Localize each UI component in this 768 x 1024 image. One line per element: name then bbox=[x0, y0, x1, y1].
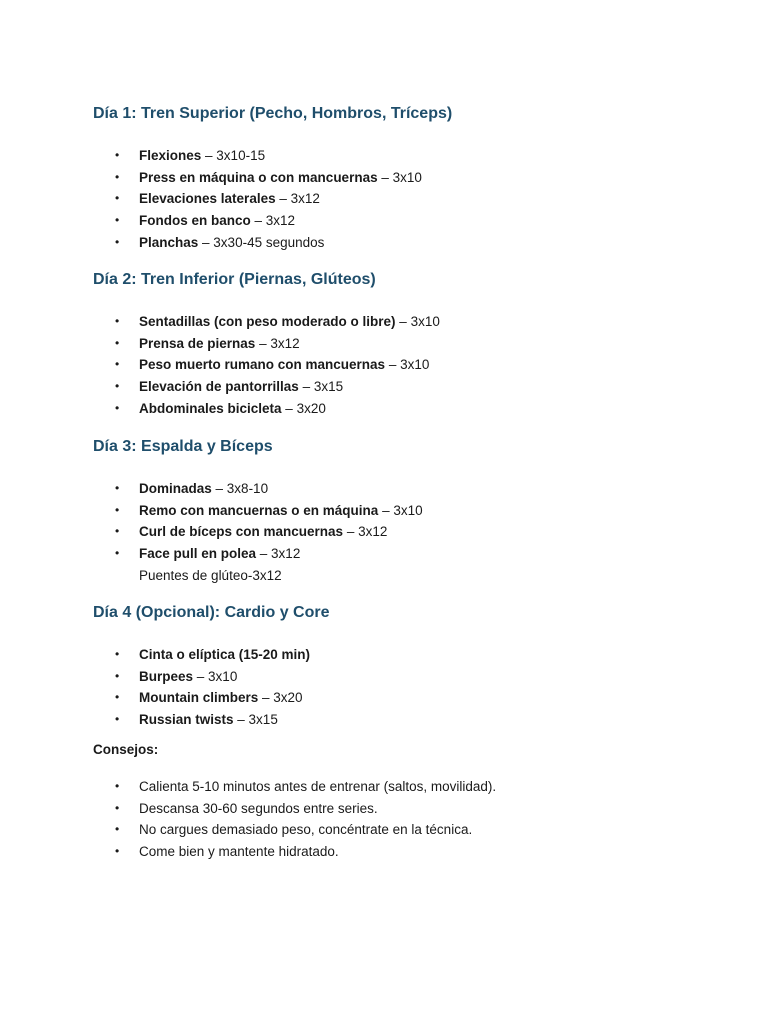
document-page bbox=[93, 103, 713, 863]
bullet-icon: • bbox=[115, 481, 120, 495]
list-item: • Cinta o elíptica (15-20 min) bbox=[93, 644, 713, 666]
list-item: • Burpees – 3x10 bbox=[93, 666, 713, 688]
day-4-heading: Día 4 (Opcional): Cardio y Core bbox=[93, 604, 330, 621]
list-item: • Come bien y mantente hidratado. bbox=[93, 841, 713, 863]
list-item: • Calienta 5-10 minutos antes de entrenar (saltos, movilidad). bbox=[93, 776, 713, 798]
list-item: • Planchas – 3x30-45 segundos bbox=[93, 232, 713, 254]
list-item: • Dominadas – 3x8-10 bbox=[93, 478, 713, 500]
bullet-icon: • bbox=[115, 712, 120, 727]
list-item: • Curl de bíceps con mancuernas – 3x12 bbox=[93, 521, 713, 543]
bullet-icon: • bbox=[115, 379, 120, 394]
day-3-heading: Día 3: Espalda y Bíceps bbox=[93, 438, 273, 455]
bullet-icon: • bbox=[115, 668, 120, 683]
bullet-icon: • bbox=[115, 335, 120, 350]
bullet-icon: • bbox=[115, 647, 120, 661]
day-1-exercise-list bbox=[93, 145, 713, 253]
day-4-exercise-list bbox=[93, 644, 713, 731]
day-2-exercise-list bbox=[93, 311, 713, 419]
list-item: • Fondos en banco – 3x12 bbox=[93, 210, 713, 232]
bullet-icon: • bbox=[115, 690, 120, 705]
list-item: • Flexiones – 3x10-15 bbox=[93, 145, 713, 167]
advice-heading: Consejos: bbox=[93, 742, 159, 757]
day-3-section bbox=[93, 436, 713, 602]
day-1-heading: Día 1: Tren Superior (Pecho, Hombros, Tríceps) bbox=[93, 105, 453, 122]
list-item: • Sentadillas (con peso moderado o libre) – 3x10 bbox=[93, 311, 713, 333]
bullet-icon: • bbox=[115, 213, 120, 228]
list-item: • Elevaciones laterales – 3x12 bbox=[93, 188, 713, 210]
list-item: • Descansa 30-60 segundos entre series. bbox=[93, 798, 713, 820]
list-item: • Face pull en polea – 3x12 bbox=[93, 543, 713, 565]
list-item-continuation: Puentes de glúteo-3x12 bbox=[139, 567, 282, 583]
list-item: • Remo con mancuernas o en máquina – 3x10 bbox=[93, 500, 713, 522]
bullet-icon: • bbox=[115, 400, 120, 415]
bullet-icon: • bbox=[115, 169, 120, 184]
list-item: • Prensa de piernas – 3x12 bbox=[93, 333, 713, 355]
day-2-heading: Día 2: Tren Inferior (Piernas, Glúteos) bbox=[93, 271, 376, 288]
bullet-icon: • bbox=[115, 779, 120, 793]
list-item: • Elevación de pantorrillas – 3x15 bbox=[93, 376, 713, 398]
bullet-icon: • bbox=[115, 844, 120, 859]
list-item: • No cargues demasiado peso, concéntrate en la técnica. bbox=[93, 819, 713, 841]
bullet-icon: • bbox=[115, 546, 120, 561]
bullet-icon: • bbox=[115, 191, 120, 206]
bullet-icon: • bbox=[115, 314, 120, 328]
bullet-icon: • bbox=[115, 502, 120, 517]
list-item: • Russian twists – 3x15 bbox=[93, 709, 713, 731]
advice-list bbox=[93, 776, 713, 863]
advice-section bbox=[93, 740, 713, 863]
list-item: • Peso muerto rumano con mancuernas – 3x10 bbox=[93, 354, 713, 376]
bullet-icon: • bbox=[115, 822, 120, 837]
list-item: • Press en máquina o con mancuernas – 3x10 bbox=[93, 167, 713, 189]
bullet-icon: • bbox=[115, 148, 120, 162]
day-3-exercise-list bbox=[93, 478, 713, 586]
bullet-icon: • bbox=[115, 800, 120, 815]
bullet-icon: • bbox=[115, 357, 120, 372]
bullet-icon: • bbox=[115, 234, 120, 249]
list-item: • Mountain climbers – 3x20 bbox=[93, 687, 713, 709]
bullet-icon: • bbox=[115, 524, 120, 539]
day-2-section bbox=[93, 269, 713, 436]
day-4-section bbox=[93, 602, 713, 740]
day-1-section bbox=[93, 103, 713, 269]
list-item: • Abdominales bicicleta – 3x20 bbox=[93, 398, 713, 420]
